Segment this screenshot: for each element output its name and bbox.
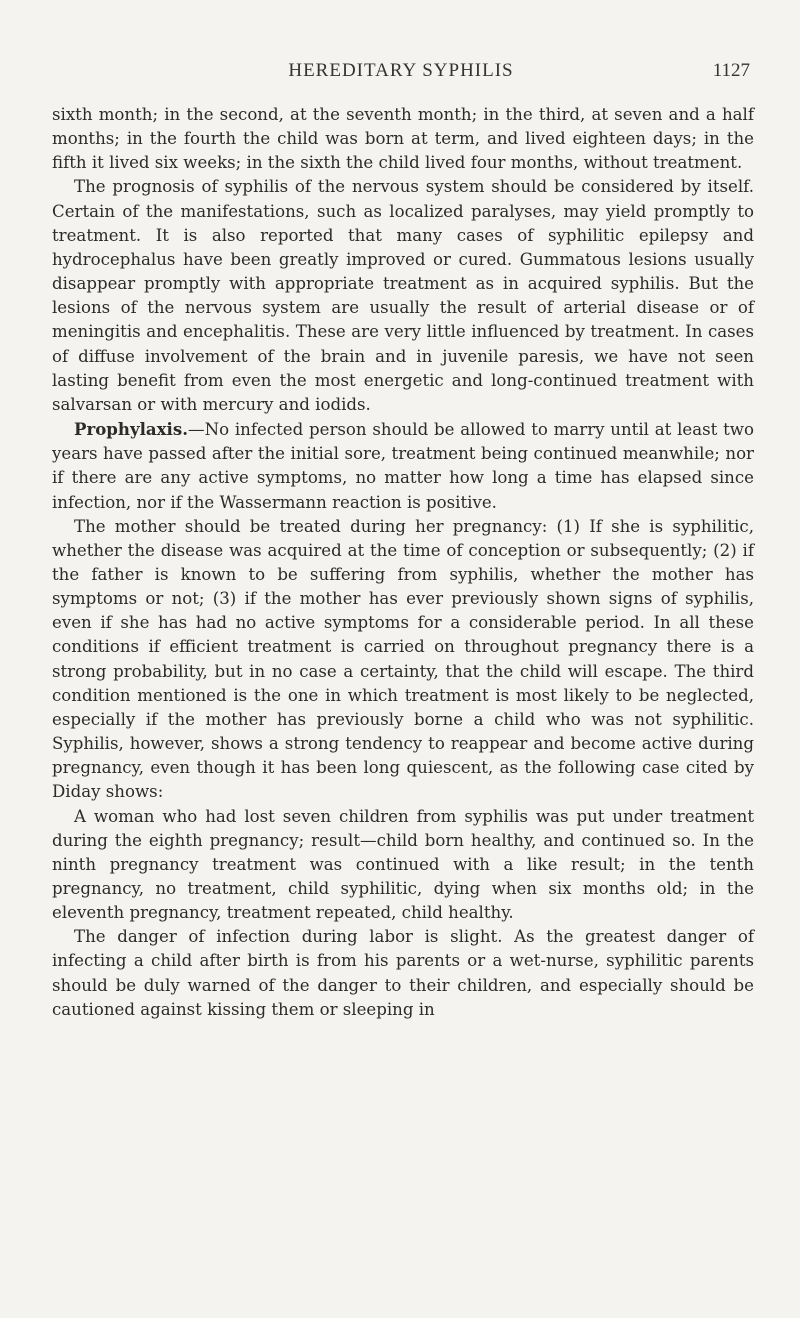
body-text xyxy=(52,103,754,1022)
running-head xyxy=(52,60,750,90)
paragraph-case-diday xyxy=(52,805,754,926)
paragraph-text: The danger of infection during labor is slight. As the greatest danger of infecting a child after birth is from his parents or a wet-nurse, syphilitic parents should be duly warned of the danger to their children, and especially should be cautioned against kissing them or sleeping in xyxy=(52,927,754,1019)
paragraph-prophylaxis xyxy=(52,417,754,515)
paragraph-text: The prognosis of syphilis of the nervous system should be considered by itself. Certain of the manifestations, such as localized paralyses, may yield promptly to treatment. It is also reported that many cases of syphilitic epilepsy and hydrocephalus have been greatly improved or cured. Gummatous lesions usually disappear promptly with appropriate treatment as in acquired syphilis. But the lesions of the nervous system are usually the result of arterial disease or of meningitis and encephalitis. These are very little influenced by treatment. In cases of diffuse involvement of the brain and in juvenile paresis, we have not seen lasting benefit from even the most energetic and long-continued treatment with salvarsan or with mercury and iodids. xyxy=(52,177,754,414)
paragraph-continuation xyxy=(52,103,754,175)
paragraph-infection-danger xyxy=(52,925,754,1022)
running-title: HEREDITARY SYPHILIS xyxy=(288,60,514,81)
paragraph-mother-treatment xyxy=(52,515,754,805)
paragraph-prognosis xyxy=(52,175,754,417)
paragraph-text: A woman who had lost seven children from syphilis was put under treatment during the eighth pregnancy; result—child born healthy, and continued so. In the ninth pregnancy treatment was continued with a like result; in the tenth pregnancy, no treatment, child syphilitic, dying when six months old; in the eleventh pregnancy, treatment repeated, child healthy. xyxy=(52,806,754,923)
paragraph-text: The mother should be treated during her pregnancy: (1) If she is syphilitic, whether the disease was acquired at the time of conception or subsequently; (2) if the father is known to be suffering from syphilis, whether the mother has symptoms or not; (3) if the mother has ever previously shown signs of syphilis, even if she has had no active symptoms for a considerable period. In all these conditions if efficient treatment is carried on throughout pregnancy there is a strong probability, but in no case a certainty, that the child will escape. The third condition mentioned is the one in which treatment is most likely to be neglected, especially if the mother has previously borne a child who was not syphilitic. Syphilis, however, shows a strong tendency to reappear and become active during pregnancy, even though it has been long quiescent, as the following case cited by Diday shows: xyxy=(52,516,754,802)
paragraph-text: —No infected person should be allowed to marry until at least two years have passed after the initial sore, treatment being continued meanwhile; nor if there are any active symptoms, no matter how long a time has elapsed since infection, nor if the Wassermann reaction is positive. xyxy=(52,420,754,512)
page-number: 1127 xyxy=(712,60,750,81)
section-heading-prophylaxis: Prophylaxis. xyxy=(74,419,188,440)
paragraph-text: sixth month; in the second, at the seventh month; in the third, at seven and a half months; in the fourth the child was born at term, and lived eighteen days; in the fifth it lived six weeks; in the sixth the child lived four months, without treatment. xyxy=(52,105,754,173)
